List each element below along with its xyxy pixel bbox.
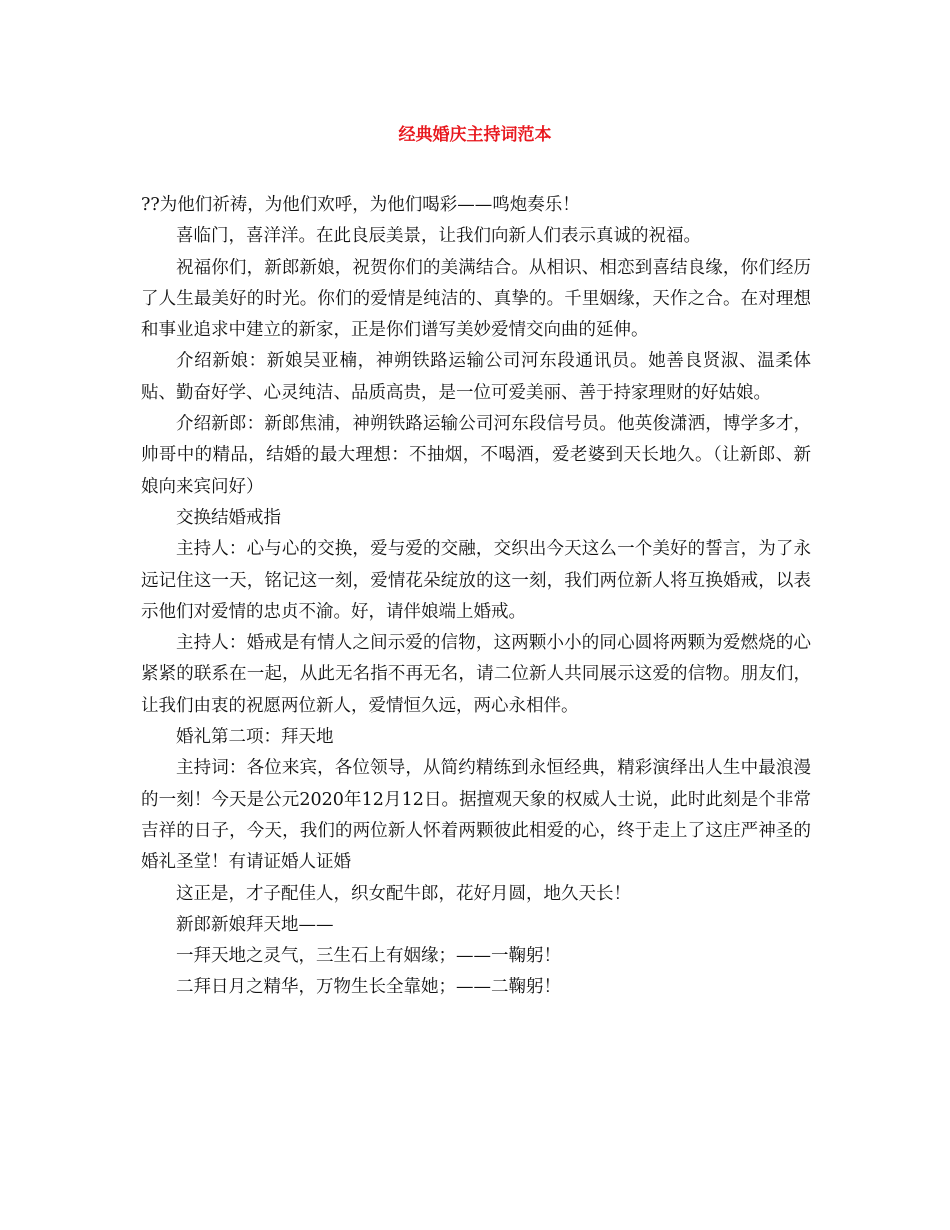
paragraph-second-bow: 二拜日月之精华，万物生长全靠她；——二鞠躬！ [176, 977, 561, 998]
paragraph-introduce-bride: 介绍新娘：新娘吴亚楠，神朔铁路运输公司河东段通讯员。她善良贤淑、温柔体贴、勤奋好学、心灵纯洁、品质高贵，是一位可爱美丽、善于持家理财的好姑娘。 [141, 351, 811, 403]
paragraph-introduce-groom: 介绍新郎：新郎焦浦，神朔铁路运输公司河东段信号员。他英俊潇洒，博学多才，帅哥中的精品，结婚的最大理想：不抽烟，不喝酒，爱老婆到天长地久。（让新郎、新娘向来宾问好） [141, 414, 811, 497]
paragraph-ring-heading: 交换结婚戒指 [176, 507, 281, 528]
document-body [141, 190, 811, 1004]
paragraph-host-ring-exchange: 主持人：心与心的交换，爱与爱的交融，交织出今天这么一个美好的誓言，为了永远记住这一天，铭记这一刻，爱情花朵绽放的这一刻，我们两位新人将互换婚戒，以表示他们对爱情的忠贞不渝。好，请伴娘端上婚戒。 [141, 539, 811, 622]
paragraph-blessing: 喜临门，喜洋洋。在此良辰美景，让我们向新人们表示真诚的祝福。 [176, 226, 701, 247]
paragraph-host-speech: 主持词：各位来宾，各位领导，从简约精练到永恒经典，精彩演绎出人生中最浪漫的一刻！今天是公元2020年12月12日。据擅观天象的权威人士说，此时此刻是个非常吉祥的日子，今天，我们的两位新人怀着两颗彼此相爱的心，终于走上了这庄严神圣的婚礼圣堂！有请证婚人证婚 [141, 758, 811, 873]
document-title: 经典婚庆主持词范本 [398, 125, 552, 145]
paragraph-host-ring-token: 主持人：婚戒是有情人之间示爱的信物，这两颗小小的同心圆将两颗为爱燃烧的心紧紧的联系在一起，从此无名指不再无名，请二位新人共同展示这爱的信物。朋友们，让我们由衷的祝愿两位新人，爱情恒久远，两心永相伴。 [141, 633, 811, 716]
paragraph-prayer: ??为他们祈祷，为他们欢呼，为他们喝彩——鸣炮奏乐！ [141, 195, 580, 215]
paragraph-perfect-match: 这正是，才子配佳人，织女配牛郎，花好月圆，地久天长！ [176, 883, 631, 904]
paragraph-first-bow: 一拜天地之灵气，三生石上有姻缘；——一鞠躬！ [176, 946, 561, 967]
paragraph-congratulation: 祝福你们，新郎新娘，祝贺你们的美满结合。从相识、相恋到喜结良缘，你们经历了人生最美好的时光。你们的爱情是纯洁的、真挚的。千里姻缘，天作之合。在对理想和事业追求中建立的新家，正是你们谱写美妙爱情交向曲的延伸。 [141, 257, 811, 341]
paragraph-worship-heaven-earth: 新郎新娘拜天地—— [176, 914, 334, 935]
paragraph-second-item-heading: 婚礼第二项：拜天地 [176, 727, 334, 748]
